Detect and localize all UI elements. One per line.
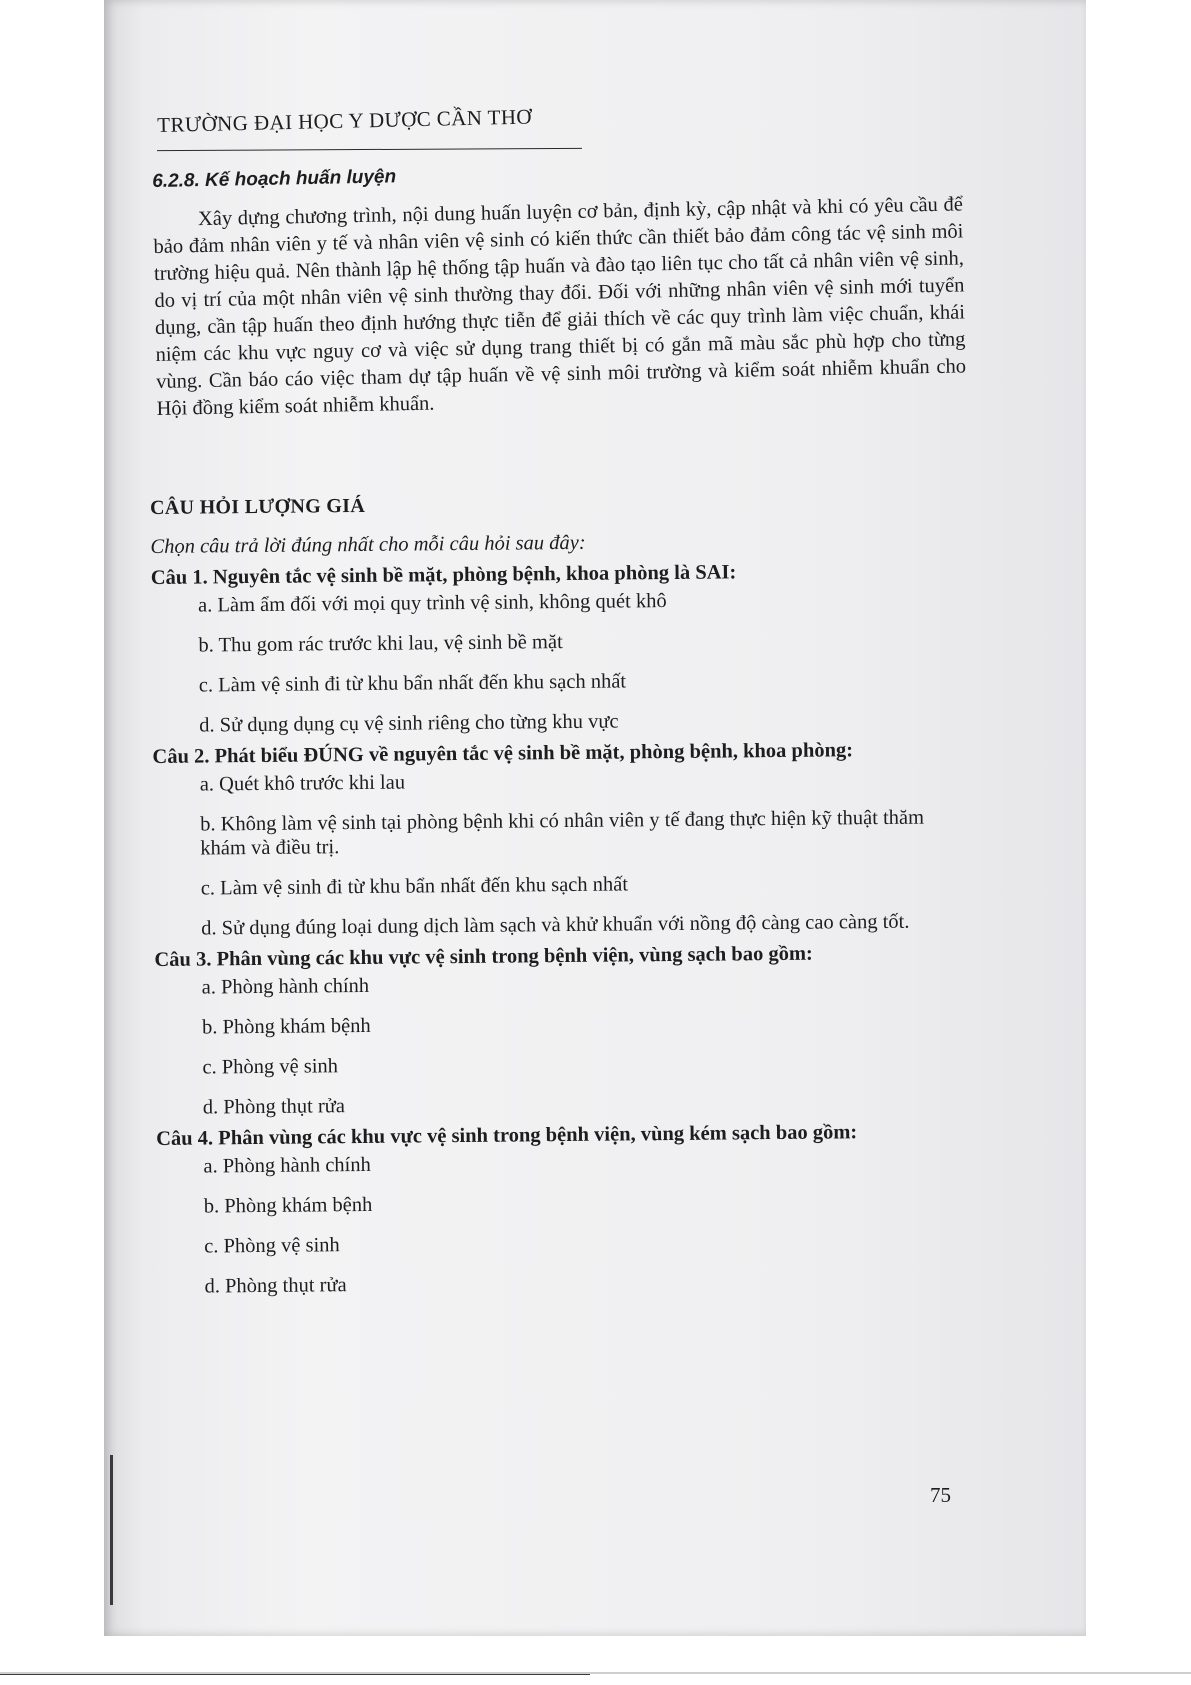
page-number: 75 xyxy=(930,1483,951,1507)
question-2: Câu 2. Phát biểu ĐÚNG về nguyên tắc vệ sinh bề mặt, phòng bệnh, khoa phòng: xyxy=(152,739,854,768)
question-3-option-d: d. Phòng thụt rửa xyxy=(202,1095,346,1119)
question-2-option-b: b. Không làm vệ sinh tại phòng bệnh khi có nhân viên y tế đang thực hiện kỹ thuật thăm khám và điều trị. xyxy=(200,806,925,860)
bottom-rule xyxy=(0,1674,590,1675)
section-paragraph: Xây dựng chương trình, nội dung huấn luyện cơ bản, định kỳ, cập nhật và khi có yêu cầu để bảo đảm nhân viên y tế và nhân viên vệ sinh có kiến thức cần thiết bảo đảm công tác vệ sinh môi trường hiệu quả. Nên thành lập hệ thống tập huấn và đào tạo liên tục cho tất cả nhân viên vệ sinh, do vị trí của một nhân viên vệ sinh thường thay đổi. Đối với những nhân viên vệ sinh mới tuyển dụng, cần tập huấn theo định hướng thực tiễn để giải thích về các quy trình làm việc chuẩn, khái niệm các khu vực nguy cơ và việc sử dụng trang thiết bị có gắn mã màu sắc phù hợp cho từng vùng. Cần báo cáo việc tham dự tập huấn về vệ sinh môi trường và kiểm soát nhiễm khuẩn cho Hội đồng kiểm soát nhiễm khuẩn. xyxy=(153,193,967,420)
question-4-option-d: d. Phòng thụt rửa xyxy=(204,1274,347,1298)
question-1-option-a: a. Làm ẩm đối với mọi quy trình vệ sinh, không quét khô xyxy=(197,590,667,617)
question-3: Câu 3. Phân vùng các khu vực vệ sinh trong bệnh viện, vùng sạch bao gồm: xyxy=(154,942,813,971)
quiz-title: CÂU HỎI LƯỢNG GIÁ xyxy=(150,494,366,519)
question-4-option-a: a. Phòng hành chính xyxy=(203,1153,371,1178)
running-header: TRƯỜNG ĐẠI HỌC Y DƯỢC CẦN THƠ xyxy=(157,104,533,137)
question-3-option-a: a. Phòng hành chính xyxy=(201,974,370,999)
question-2-option-c: c. Làm vệ sinh đi từ khu bẩn nhất đến khu sạch nhất xyxy=(200,873,629,900)
quiz-instruction: Chọn câu trả lời đúng nhất cho mỗi câu hỏi sau đây: xyxy=(150,531,586,558)
question-1-option-d: d. Sử dụng dụng cụ vệ sinh riêng cho từng khu vực xyxy=(199,710,619,737)
question-4-option-c: c. Phòng vệ sinh xyxy=(204,1234,340,1258)
section-block xyxy=(152,152,967,423)
question-1: Câu 1. Nguyên tắc vệ sinh bề mặt, phòng bệnh, khoa phòng là SAI: xyxy=(150,561,737,589)
quiz-block xyxy=(150,489,973,1307)
question-4-option-b: b. Phòng khám bệnh xyxy=(203,1193,373,1218)
book-spine-shadow xyxy=(110,1455,113,1605)
question-1-option-b: b. Thu gom rác trước khi lau, vệ sinh bề mặt xyxy=(198,631,563,657)
question-4: Câu 4. Phân vùng các khu vực vệ sinh trong bệnh viện, vùng kém sạch bao gồm: xyxy=(156,1121,858,1150)
question-3-option-b: b. Phòng khám bệnh xyxy=(201,1014,371,1039)
section-title: 6.2.8. Kế hoạch huấn luyện xyxy=(152,166,397,192)
question-3-option-c: c. Phòng vệ sinh xyxy=(202,1055,339,1079)
question-2-option-d: d. Sử dụng đúng loại dung dịch làm sạch và khử khuẩn với nồng độ càng cao càng tốt. xyxy=(201,910,910,940)
question-2-option-a: a. Quét khô trước khi lau xyxy=(199,771,406,796)
question-1-option-c: c. Làm vệ sinh đi từ khu bẩn nhất đến khu sạch nhất xyxy=(198,670,627,697)
